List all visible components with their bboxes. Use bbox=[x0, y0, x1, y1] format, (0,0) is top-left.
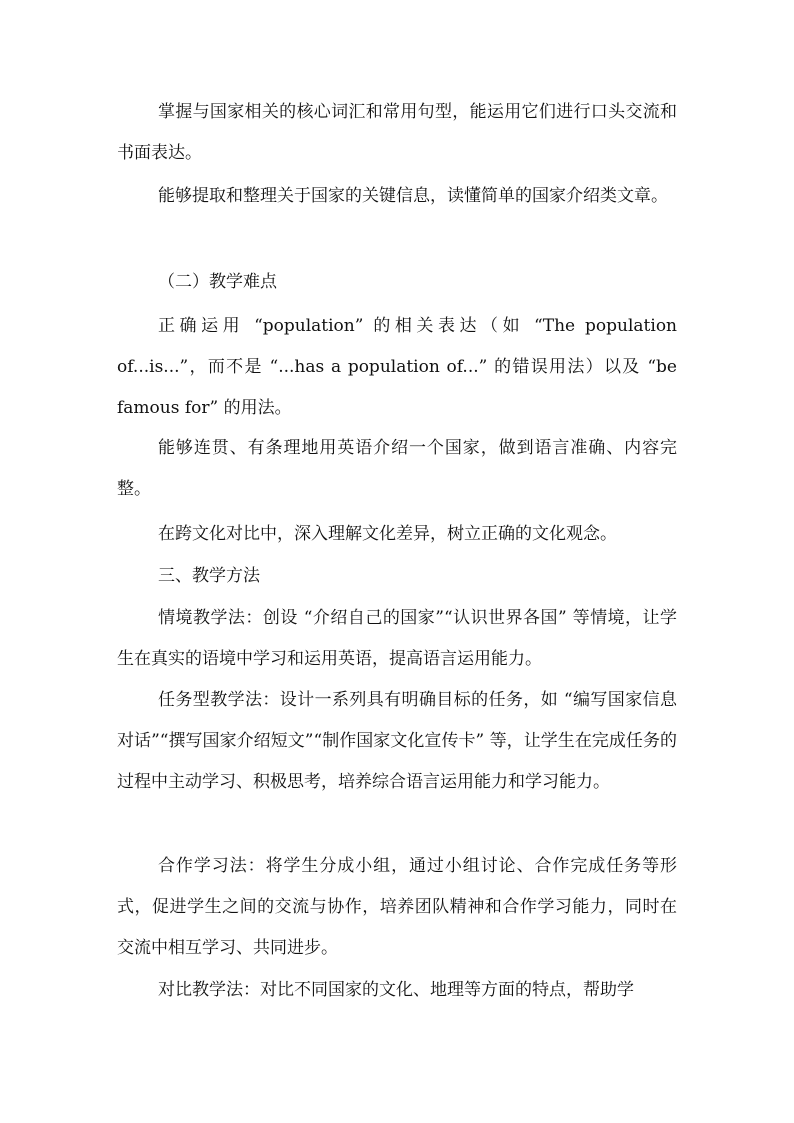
section-heading-difficulties: （二）教学难点 bbox=[158, 272, 277, 292]
paragraph-method-task-based: 任务型教学法：设计一系列具有明确目标的任务，如 “编写国家信息对话”“撰写国家介绍短文”“制作国家文化宣传卡” 等，让学生在完成任务的过程中主动学习、积极思考，培养综合语言运用能力和学习能力。 bbox=[117, 690, 677, 792]
paragraph-objective-reading: 能够提取和整理关于国家的关键信息，读懂简单的国家介绍类文章。 bbox=[158, 186, 668, 206]
paragraph-objective-vocabulary: 掌握与国家相关的核心词汇和常用句型，能运用它们进行口头交流和书面表达。 bbox=[117, 102, 677, 163]
paragraph-method-comparative: 对比教学法：对比不同国家的文化、地理等方面的特点，帮助学 bbox=[158, 980, 634, 1000]
population-line-1: 正确运用 “population” 的相关表达（如 “The population bbox=[158, 316, 677, 336]
section-heading-methods: 三、教学方法 bbox=[158, 566, 260, 586]
population-line-2: of...is...”，而不是 “...has a population of...” 的错误用法）以及 “be bbox=[117, 357, 677, 377]
paragraph-difficulty-introduce: 能够连贯、有条理地用英语介绍一个国家，做到语言准确、内容完整。 bbox=[117, 438, 677, 499]
paragraph-difficulty-culture: 在跨文化对比中，深入理解文化差异，树立正确的文化观念。 bbox=[158, 524, 617, 544]
paragraph-difficulty-population bbox=[117, 306, 677, 429]
paragraph-method-situational: 情境教学法：创设 “介绍自己的国家”“认识世界各国” 等情境，让学生在真实的语境中学习和运用英语，提高语言运用能力。 bbox=[117, 608, 677, 669]
population-line-3: famous for” 的用法。 bbox=[117, 398, 292, 418]
paragraph-method-cooperative: 合作学习法：将学生分成小组，通过小组讨论、合作完成任务等形式，促进学生之间的交流与协作，培养团队精神和合作学习能力，同时在交流中相互学习、共同进步。 bbox=[117, 856, 677, 958]
